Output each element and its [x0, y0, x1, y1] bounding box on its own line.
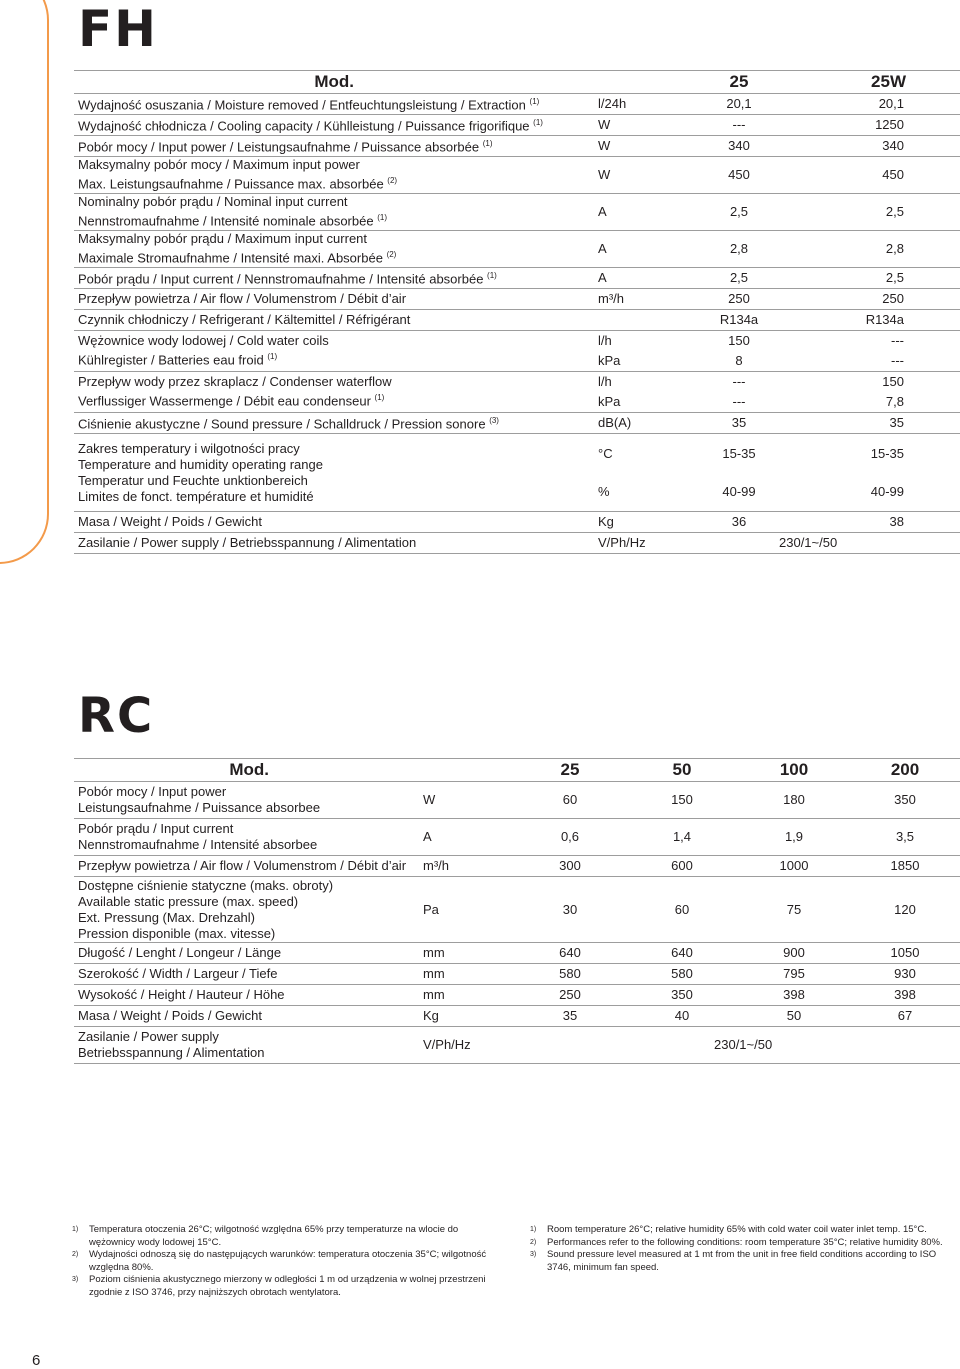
rc-rows-1	[74, 782, 960, 877]
value-cell: 640	[514, 943, 626, 964]
row-description	[74, 782, 419, 819]
value-cell: 67	[850, 1006, 960, 1027]
row-label-pl: Pobór mocy	[78, 139, 148, 155]
footnote-text: Sound pressure level measured at 1 mt from the unit in free field conditions according to ISO 3746, minimum fan speed.	[547, 1249, 937, 1273]
footnote-ref: (1)	[374, 393, 385, 403]
unit-cell: °C	[598, 445, 613, 461]
row-label: / Input current	[149, 821, 234, 836]
unit-cell: kPa	[594, 392, 679, 413]
footnote-ref: (1)	[533, 118, 543, 128]
table-row	[74, 94, 960, 115]
row-label-2: Max. Leistungsaufnahme / Puissance max. absorbée	[78, 176, 384, 192]
value-cell: 20,1	[679, 94, 799, 115]
footnote-text: Temperatura otoczenia 26°C; wilgotność względna 65% przy temperaturze na wlocie do wężownicy wody lodowej 15°C.	[89, 1224, 459, 1248]
footnote-text: Room temperature 26°C; relative humidity 65% with cold water coil water inlet temp. 15°C.	[547, 1224, 927, 1235]
value-cell: 340	[679, 136, 799, 157]
footnote-text: Performances refer to the following conditions: room temperature 35°C; relative humidity 80%.	[547, 1236, 943, 1248]
row-label-2: Nennstromaufnahme / Intensité nominale absorbée	[78, 213, 374, 229]
row-description	[74, 1006, 419, 1027]
value-cell: 580	[514, 964, 626, 985]
row-label-pl: Pobór prądu	[78, 821, 150, 836]
value-cell: 250	[799, 289, 960, 310]
value-cell: 1050	[850, 943, 960, 964]
unit-cell: l/24h	[594, 94, 679, 115]
model-col-25w: 25W	[799, 71, 960, 94]
value-cell: 640	[626, 943, 738, 964]
fh-spec-table	[74, 70, 960, 554]
unit-cell: l/h	[598, 374, 612, 389]
table-row	[74, 413, 960, 434]
value-cell: 1850	[850, 856, 960, 877]
value-cell: 2,8	[799, 231, 960, 268]
unit-cell: l/h	[598, 333, 612, 348]
value-cell: 40-99	[679, 474, 799, 512]
model-header: Mod.	[74, 71, 594, 94]
footnote	[72, 1274, 502, 1299]
row-label: / Maximum input current	[223, 231, 368, 247]
value-cell: 350	[626, 985, 738, 1006]
footnote-ref: (3)	[489, 416, 499, 426]
row-label-pl: Pobór prądu	[78, 271, 150, 287]
footnote-number: 1)	[72, 1226, 79, 1233]
value-cell: 230/1~/50	[679, 533, 960, 554]
value-cell: 1250	[799, 115, 960, 136]
row-description	[74, 964, 419, 985]
value-cell: 15-35	[722, 445, 756, 461]
row-label-fr: Limites de fonct. température et humidité	[78, 488, 314, 504]
rc-spec-table	[74, 758, 960, 1064]
unit-cell: kPa	[594, 351, 679, 372]
value-cell: 1000	[738, 856, 850, 877]
value-cell: 340	[799, 136, 960, 157]
value-cell: 8	[679, 351, 799, 372]
footnote-ref: (2)	[387, 176, 398, 186]
unit-cell: W	[594, 115, 679, 136]
row-label: / Moisture removed / Entfeuchtungsleistung / Extraction	[203, 97, 526, 113]
row-label: / Input current / Nennstromaufnahme / Intensité absorbée	[149, 271, 484, 287]
value-cell: 40	[626, 1006, 738, 1027]
unit-cell	[594, 310, 679, 331]
row-label: / Maximum input power	[221, 157, 360, 173]
value-cell: ---	[732, 374, 746, 389]
value-cell: 250	[514, 985, 626, 1006]
table-row	[74, 1006, 960, 1027]
row-label: / Condenser waterflow	[258, 374, 392, 390]
row-label: / Cold water coils	[226, 333, 329, 349]
row-label-en: Available static pressure (max. speed)	[78, 893, 299, 909]
footnotes-pl	[72, 1224, 502, 1299]
footnote-number: 1)	[530, 1226, 537, 1233]
unit-cell: A	[594, 231, 679, 268]
row-label-pl: Zakres temperatury i wilgotności pracy	[78, 440, 300, 456]
value-cell: 2,5	[799, 194, 960, 231]
value-cell: 150	[626, 782, 738, 819]
table-row	[74, 434, 960, 474]
row-label-pl: Nominalny pobór prądu	[78, 194, 214, 210]
value-cell: 180	[738, 782, 850, 819]
row-label: / Lenght / Longeur / Länge	[124, 945, 282, 960]
value-cell: ---	[679, 115, 799, 136]
row-label-fr: Pression disponible (max. vitesse)	[78, 925, 276, 941]
value-cell: 15-35	[870, 445, 904, 461]
table-row	[74, 533, 960, 554]
row-label: / Input power / Leistungsaufnahme / Puissance absorbée	[147, 139, 480, 155]
row-label: / Width / Largeur / Tiefe	[138, 966, 278, 981]
row-label-pl: Wysokość	[78, 987, 138, 1002]
value-cell: 2,5	[679, 268, 799, 289]
value-cell: ---	[799, 351, 960, 372]
value-cell: 75	[738, 877, 850, 943]
table-row	[74, 268, 960, 289]
value-cell: 600	[626, 856, 738, 877]
row-description	[74, 289, 594, 310]
row-label: / Cooling capacity / Kühlleistung / Puissance frigorifique	[206, 118, 530, 134]
value-cell: 36	[679, 512, 799, 533]
row-label-pl: Przepływ powietrza	[78, 858, 190, 873]
value-cell: 40-99	[799, 474, 960, 512]
fh-header-row	[74, 71, 960, 94]
value-cell: 7,8	[799, 392, 960, 413]
footnote-text: Poziom ciśnienia akustycznego mierzony w odległości 1 m od urządzenia w wolnej przestrzeni zgodnie z ISO 3746, przy najniższych obrotach wentylatora.	[89, 1274, 486, 1298]
unit-cell: W	[594, 136, 679, 157]
row-label-pl: Czynnik chłodniczy	[78, 312, 189, 327]
footnote-text: Wydajności odnoszą się do następujących warunków: temperatura otoczenia 35°C; wilgotność względna 80%.	[89, 1249, 487, 1273]
table-row	[74, 512, 960, 533]
unit-cell: Kg	[419, 1006, 514, 1027]
unit-cell: mm	[419, 985, 514, 1006]
row-label: / Power supply	[130, 1029, 219, 1044]
row-description	[74, 136, 594, 157]
row-label-pl: Dostępne ciśnienie statyczne (maks. obroty)	[78, 877, 334, 893]
row-description	[74, 856, 419, 877]
model-col-25: 25	[679, 71, 799, 94]
footnote	[72, 1249, 502, 1274]
unit-cell: W	[594, 157, 679, 194]
row-description	[74, 268, 594, 289]
unit-cell: W	[419, 782, 514, 819]
value-cell: 250	[679, 289, 799, 310]
row-label-2: Verflussiger Wassermenge / Débit eau condenseur	[78, 393, 371, 409]
row-label: / Air flow / Volumenstrom / Débit d’air	[190, 291, 407, 306]
row-label-de: Ext. Pressung (Max. Drehzahl)	[78, 909, 256, 925]
footnote-ref: (1)	[267, 352, 278, 362]
model-col-50: 50	[626, 759, 738, 782]
value-cell: ---	[891, 333, 904, 348]
unit-cell: m³/h	[419, 856, 514, 877]
row-label-pl: Maksymalny pobór prądu	[78, 231, 224, 247]
footnote	[530, 1249, 955, 1274]
unit-cell: V/Ph/Hz	[419, 1027, 514, 1064]
value-cell: 1,4	[626, 819, 738, 856]
row-label-2: Nennstromaufnahme / Intensité absorbee	[78, 837, 318, 852]
value-cell: 450	[679, 157, 799, 194]
row-label: / Weight / Poids / Gewicht	[109, 514, 263, 529]
footnote	[530, 1224, 955, 1237]
unit-cell: %	[594, 474, 679, 512]
table-row	[74, 856, 960, 877]
unit-cell: A	[419, 819, 514, 856]
row-label: / Refrigerant / Kältemittel / Réfrigérant	[188, 312, 411, 327]
row-label-pl: Ciśnienie akustyczne	[78, 416, 201, 432]
row-label-pl: Wężownice wody lodowej	[78, 333, 227, 349]
footnote-number: 3)	[72, 1276, 79, 1283]
value-cell: 230/1~/50	[514, 1027, 960, 1064]
table-row	[74, 331, 960, 352]
row-label-pl: Masa	[78, 1008, 110, 1023]
unit-cell: mm	[419, 964, 514, 985]
value-cell: 398	[738, 985, 850, 1006]
row-label: / Nominal input current	[213, 194, 348, 210]
value-cell: 795	[738, 964, 850, 985]
value-cell: 350	[850, 782, 960, 819]
footnote	[72, 1224, 502, 1249]
row-description	[74, 943, 419, 964]
value-cell: R134a	[679, 310, 799, 331]
value-cell: 38	[799, 512, 960, 533]
row-label-pl: Długość	[78, 945, 125, 960]
row-label-pl: Pobór mocy	[78, 784, 148, 799]
rc-rows-2	[74, 943, 960, 1027]
rc-section-title: RC	[78, 688, 155, 744]
table-row	[74, 985, 960, 1006]
table-row	[74, 136, 960, 157]
row-label: / Weight / Poids / Gewicht	[109, 1008, 263, 1023]
row-label-pl: Przepływ wody przez skraplacz	[78, 374, 259, 390]
value-cell: 900	[738, 943, 850, 964]
unit-cell: m³/h	[594, 289, 679, 310]
value-cell: 930	[850, 964, 960, 985]
unit-cell: A	[594, 194, 679, 231]
row-label-en: Temperature and humidity operating range	[78, 456, 323, 472]
value-cell: 2,5	[799, 268, 960, 289]
row-label-2: Kühlregister / Batteries eau froid	[78, 352, 264, 368]
value-cell: 2,5	[679, 194, 799, 231]
fh-section-title: FH	[78, 0, 159, 58]
unit-cell: Kg	[594, 512, 679, 533]
table-row	[74, 943, 960, 964]
table-row	[74, 157, 960, 194]
orange-rounded-border	[0, 0, 49, 564]
unit-cell: dB(A)	[594, 413, 679, 434]
footnote	[530, 1237, 955, 1250]
footnote-number: 2)	[530, 1238, 537, 1246]
row-description	[74, 819, 419, 856]
model-header: Mod.	[74, 759, 419, 782]
row-label-pl: Wydajność osuszania	[78, 97, 204, 113]
row-label: / Height / Hauteur / Höhe	[137, 987, 285, 1002]
page-number: 6	[32, 1352, 41, 1369]
value-cell: R134a	[799, 310, 960, 331]
footnote-ref: (1)	[487, 271, 497, 281]
footnote-number: 2)	[72, 1251, 79, 1258]
value-cell: 398	[850, 985, 960, 1006]
footnote-ref: (1)	[482, 139, 493, 149]
unit-cell: A	[594, 268, 679, 289]
value-cell: 580	[626, 964, 738, 985]
value-cell: 60	[626, 877, 738, 943]
value-cell: 150	[728, 333, 750, 348]
table-row	[74, 194, 960, 231]
footnote-number: 3)	[530, 1251, 537, 1258]
footnote-ref: (1)	[529, 97, 540, 107]
row-label-pl: Zasilanie	[78, 535, 131, 550]
value-cell: 450	[799, 157, 960, 194]
unit-cell: V/Ph/Hz	[594, 533, 679, 554]
table-row	[74, 289, 960, 310]
footnote-ref: (1)	[377, 213, 387, 223]
footnotes-en	[530, 1224, 955, 1274]
model-col-25: 25	[514, 759, 626, 782]
row-description	[74, 157, 594, 194]
row-description	[74, 94, 594, 115]
footnote-ref: (2)	[386, 250, 397, 260]
value-cell: 0,6	[514, 819, 626, 856]
row-label-2: Leistungsaufnahme / Puissance absorbee	[78, 800, 321, 815]
row-description	[74, 310, 594, 331]
row-label-pl: Zasilanie	[78, 1029, 131, 1044]
value-cell: 60	[514, 782, 626, 819]
model-col-100: 100	[738, 759, 850, 782]
value-cell: ---	[679, 392, 799, 413]
unit-cell: mm	[419, 943, 514, 964]
value-cell: 2,8	[679, 231, 799, 268]
row-label: / Sound pressure / Schalldruck / Pression sonore	[200, 416, 486, 432]
row-description	[74, 115, 594, 136]
table-row	[74, 964, 960, 985]
row-label-2: Maximale Stromaufnahme / Intensité maxi. Absorbée	[78, 250, 383, 266]
table-row	[74, 782, 960, 819]
value-cell: 120	[850, 877, 960, 943]
value-cell: 20,1	[799, 94, 960, 115]
value-cell: 35	[679, 413, 799, 434]
row-label-pl: Wydajność chłodnicza	[78, 118, 207, 134]
table-row	[74, 310, 960, 331]
row-description	[74, 231, 594, 268]
row-description	[74, 194, 594, 231]
row-label-de: Temperatur und Feuchte unktionbereich	[78, 472, 308, 488]
row-description	[74, 985, 419, 1006]
row-label-pl: Maksymalny pobór mocy	[78, 157, 222, 173]
row-label-pl: Szerokość	[78, 966, 139, 981]
table-row	[74, 877, 960, 943]
unit-cell: Pa	[419, 877, 514, 943]
value-cell: 1,9	[738, 819, 850, 856]
table-row	[74, 819, 960, 856]
table-row	[74, 115, 960, 136]
value-cell: 35	[799, 413, 960, 434]
value-cell: 3,5	[850, 819, 960, 856]
value-cell: 50	[738, 1006, 850, 1027]
value-cell: 300	[514, 856, 626, 877]
table-row	[74, 1027, 960, 1064]
value-cell: 150	[882, 374, 904, 389]
row-label: / Power supply / Betriebsspannung / Alimentation	[130, 535, 417, 550]
model-col-200: 200	[850, 759, 960, 782]
table-row	[74, 231, 960, 268]
row-label-2: Betriebsspannung / Alimentation	[78, 1045, 265, 1060]
row-label-pl: Masa	[78, 514, 110, 529]
rc-header-row	[74, 759, 960, 782]
row-label: / Air flow / Volumenstrom / Débit d’air	[190, 858, 407, 873]
fh-simple-rows	[74, 94, 960, 331]
row-label-pl: Przepływ powietrza	[78, 291, 190, 306]
value-cell: 30	[514, 877, 626, 943]
table-row	[74, 372, 960, 393]
value-cell: 35	[514, 1006, 626, 1027]
row-label: / Input power	[147, 784, 227, 799]
